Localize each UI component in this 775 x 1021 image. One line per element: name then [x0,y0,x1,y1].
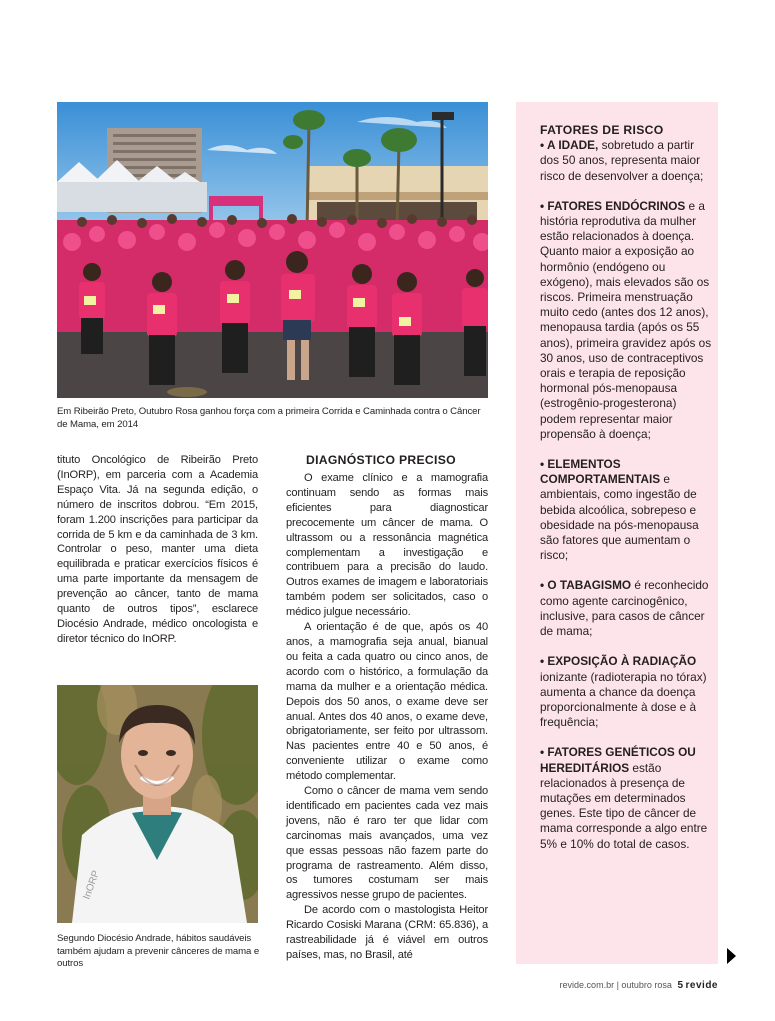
svg-text:InORP: InORP [81,869,103,902]
risk-item [540,457,712,563]
risk-item-text: e a história reprodutiva da mulher estão relacionados à doença. Quanto maior a exposição ao hormônio (endógeno ou exógeno), mais elevados são os riscos. Primeira menstruação muito cedo (antes dos 12 anos), menopausa tardia (após os 55 anos), primeira gravidez após os 30 anos, uso de contraceptivos orais e terapia de reposição hormonal pós-menopausa (estrogênio-progesterona) podem representar maior propensão à doença; [540,198,712,441]
footer-site: revide.com.br | outubro rosa [559,980,672,990]
triangle-right-icon[interactable] [727,948,736,964]
article-paragraph: Como o câncer de mama vem sendo identificado em pacientes cada vez mais jovens, não é raro ter que lidar com carcinomas mais avançados, uma vez que essas pessoas não fazem parte do programa de rastreamento. Além disso, os tumores costumam ser mais agressivos nesse grupo de pacientes. [286,785,488,902]
risk-item-text: e ambientais, como ingestão de bebida alcoólica, sobrepeso e obesidade na pós-menopausa são fatores que aumentam o risco; [540,472,699,563]
risk-item-lead: • O TABAGISMO [540,578,632,593]
article-column-2 [286,453,488,963]
article-paragraph: tituto Oncológico de Ribeirão Preto (InORP), em parceria com a Academia Espaço Vita. Já na segunda edição, o número de inscritos dobrou. “Em 2015, foram 1.200 inscrições para participar da corrida de 5 km e da caminhada de 3 km. Controlar o peso, manter uma dieta equilibrada e praticar exercícios físicos é uma parte importante da mensagem de prevenção ao câncer, tanto de mama quanto de outros tipos”, esclarece Diocésio Andrade, médico oncologista e diretor técnico do InORP. [57,454,258,645]
risk-item-lead: • ELEMENTOS COMPORTAMENTAIS [540,457,661,487]
risk-item-lead: • FATORES GENÉTICOS OU HEREDITÁRIOS [540,745,696,775]
risk-item [540,578,712,639]
race-crowd-photo [57,102,488,398]
risk-item [540,654,712,730]
risk-item [540,745,712,851]
article-paragraph: De acordo com o mastologista Heitor Ricardo Cosiski Marana (CRM: 65.836), a rastreabilidade já é viável em outros países, mas, no Brasil, até [286,904,488,961]
page-number: 5 [677,980,684,991]
risk-item-lead: • FATORES ENDÓCRINOS [540,198,686,213]
section-heading: DIAGNÓSTICO PRECISO [306,453,456,467]
risk-item [540,138,712,184]
brand-logo: revide [685,980,718,991]
page-footer [560,980,718,991]
risk-item [540,199,712,442]
photo-caption-portrait: Segundo Diocésio Andrade, hábitos saudáveis também ajudam a prevenir cânceres de mama e outros [57,933,260,970]
risk-item-text: sobretudo a partir dos 50 anos, representa maior risco de desenvolver a doença; [540,138,704,183]
risk-item-text: é reconhecido como agente carcinogênico, inclusive, para casos de câncer de mama; [540,578,709,639]
risk-item-text: ionizante (radioterapia no tórax) aumenta a chance da doença proporcionalmente à dose e à frequência; [540,669,707,730]
photo-caption-race: Em Ribeirão Preto, Outubro Rosa ganhou força com a primeira Corrida e Caminhada contra o Câncer de Mama, em 2014 [57,406,481,430]
article-paragraph: O exame clínico e a mamografia continuam sendo as formas mais eficientes para diagnosticar precocemente um câncer de mama. O ultrassom ou a ressonância magnética complementam a investigação e contribuem para a precisão do laudo. Outros exames de imagem e laboratoriais também podem ser solicitados, caso o médico julgue necessário. [286,472,488,619]
risk-item-text: estão relacionados à presença de mutações em determinados genes. Este tipo de câncer de mama corresponde a algo entre 5% e 10% do total de casos. [540,760,708,851]
risk-item-lead: • EXPOSIÇÃO À RADIAÇÃO [540,654,697,669]
doctor-portrait-photo [57,685,258,923]
article-paragraph: A orientação é de que, após os 40 anos, a mamografia seja anual, bianual ou feita a cada quatro ou cinco anos, de acordo com o histórico, a formulação da mama da mulher e a orientação médica. Depois dos 50 anos, o exame deve ser anual. Antes dos 40 anos, o exame deve, obrigatoriamente, ser feito por ultrassom. Nas pacientes entre 40 e 50 anos, é conveniente utilizar o exame como método complementar. [286,621,488,783]
risk-factors-sidebar [516,102,718,964]
article-column-1 [57,453,258,647]
risk-item-lead: • A IDADE, [540,138,599,153]
sidebar-title: FATORES DE RISCO [540,123,664,137]
